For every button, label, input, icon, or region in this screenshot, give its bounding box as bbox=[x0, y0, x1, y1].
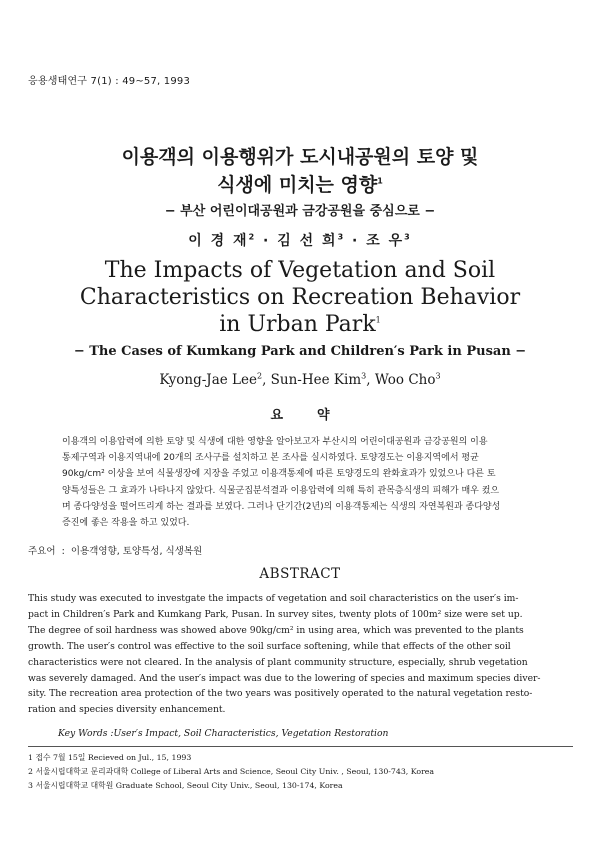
abstract-line: characteristics were not cleared. In the analysis of plant community structure, especially, shrub vegetation bbox=[28, 656, 528, 668]
abstract-line: 90kg/cm² 이상을 보여 식물생장에 지장을 주었고 이용객통제에 따른 토양경도의 완화효과가 있었으나 다른 토 bbox=[62, 469, 496, 480]
abstract-line: 양특성들은 그 효과가 나타나지 않았다. 식물군집분석결과 이용압력에 의해 특히 관목층식생의 피해가 매우 컸으 bbox=[62, 485, 500, 496]
korean-subtitle: − 부산 어린이대공원과 금강공원을 중심으로 − bbox=[164, 204, 436, 219]
english-subtitle: − The Cases of Kumkang Park and Children′s Park in Pusan − bbox=[73, 344, 527, 359]
abstract-heading: ABSTRACT bbox=[259, 566, 341, 582]
journal-header: 응용생태연구 7(1) : 49~57, 1993 bbox=[28, 76, 191, 87]
abstract-line: growth. The user′s control was effective to the soil surface softening, while that effects of the other soil bbox=[28, 640, 511, 652]
footnote-ref: 1 bbox=[377, 176, 383, 186]
abstract-line: This study was executed to investgate the impacts of vegetation and soil characteristics on the user′s im- bbox=[28, 593, 519, 604]
abstract-line: 통제구역과 이용지역내에 20개의 조사구를 설치하고 본 조사를 실시하였다. 토양경도는 이용지역에서 평균 bbox=[62, 453, 479, 464]
author-separator: · bbox=[352, 233, 360, 249]
footnote-divider bbox=[28, 746, 573, 747]
english-keywords bbox=[58, 728, 388, 739]
abstract-line: 이용객의 이용압력에 의한 토양 및 식생에 대한 영향을 알아보고자 부산시의 어린이대공원과 금강공원의 이용 bbox=[62, 437, 488, 447]
korean-authors: 이 경 재$^2$ · 김 선 희$^3$ · 조 우$^3$ bbox=[188, 232, 412, 249]
english-title-line3: in Urban Park$^1$ bbox=[219, 312, 381, 337]
keywords-value: User′s Impact, Soil Characteristics, Vegetation Restoration bbox=[113, 728, 389, 739]
footnote: 2 서울시립대학교 문리과대학 College of Liberal Arts and Science, Seoul City Univ. , Seoul, 130-743, Korea bbox=[28, 767, 435, 776]
korean-abstract-body bbox=[62, 434, 572, 531]
english-authors: Kyong-Jae Lee$^2$, Sun-Hee Kim$^3$, Woo Cho$^3$ bbox=[159, 371, 441, 388]
abstract-line: 며 종다양성을 떨어뜨리게 하는 결과를 보였다. 그러나 단기간(2년)의 이용객통제는 식생의 자연복원과 종다양성 bbox=[62, 501, 501, 512]
english-abstract-body bbox=[28, 591, 573, 718]
author-separator: · bbox=[263, 233, 271, 249]
footnote: 3 서울시립대학교 대학원 Graduate School, Seoul City Univ., Seoul, 130-174, Korea bbox=[28, 781, 343, 790]
abstract-line: The degree of soil hardness was showed above 90kg/cm² in using area, which was prevented to the plants bbox=[28, 624, 524, 636]
korean-keywords: 주요어 : 이용객영향, 토양특성, 식생복원 bbox=[28, 546, 203, 557]
abstract-line: ration and species diversity enhancement. bbox=[28, 704, 226, 716]
keywords-label: Key Words : bbox=[58, 728, 114, 739]
english-title-line2: Characteristics on Recreation Behavior bbox=[79, 285, 521, 310]
korean-abstract-heading: 요약 bbox=[270, 408, 364, 423]
korean-author: 이 경 재 bbox=[188, 233, 249, 249]
abstract-line: pact in Children′s Park and Kumkang Park, Pusan. In survey sites, twenty plots of 100m² size were set up. bbox=[28, 608, 523, 620]
korean-author: 김 선 희 bbox=[277, 233, 338, 249]
english-title-line1: The Impacts of Vegetation and Soil bbox=[104, 258, 496, 283]
keywords-label: 주요어 bbox=[28, 546, 56, 557]
korean-title-line2: 식생에 미치는 영향$^1$ bbox=[217, 174, 383, 196]
keywords-value: 이용객영향, 토양특성, 식생복원 bbox=[70, 546, 203, 557]
abstract-line: was severely damaged. And the user′s impact was due to the lowering of species and maximum species diver- bbox=[28, 672, 541, 684]
english-author: Kyong-Jae Lee bbox=[159, 372, 257, 388]
abstract-line: sity. The recreation area protection of the two years was positively operated to the natural vegetation resto- bbox=[28, 688, 533, 700]
english-author: Woo Cho bbox=[374, 372, 436, 388]
footnote-ref: 1 bbox=[375, 315, 381, 325]
footnote: 1 접수 7월 15일 Recieved on Jul., 15, 1993 bbox=[28, 753, 192, 762]
korean-title-line1: 이용객의 이용행위가 도시내공원의 토양 및 bbox=[121, 146, 479, 168]
abstract-line: 증진에 좋은 작용을 하고 있었다. bbox=[62, 518, 190, 529]
korean-author: 조 우 bbox=[366, 233, 405, 249]
english-author: Sun-Hee Kim bbox=[270, 372, 362, 388]
